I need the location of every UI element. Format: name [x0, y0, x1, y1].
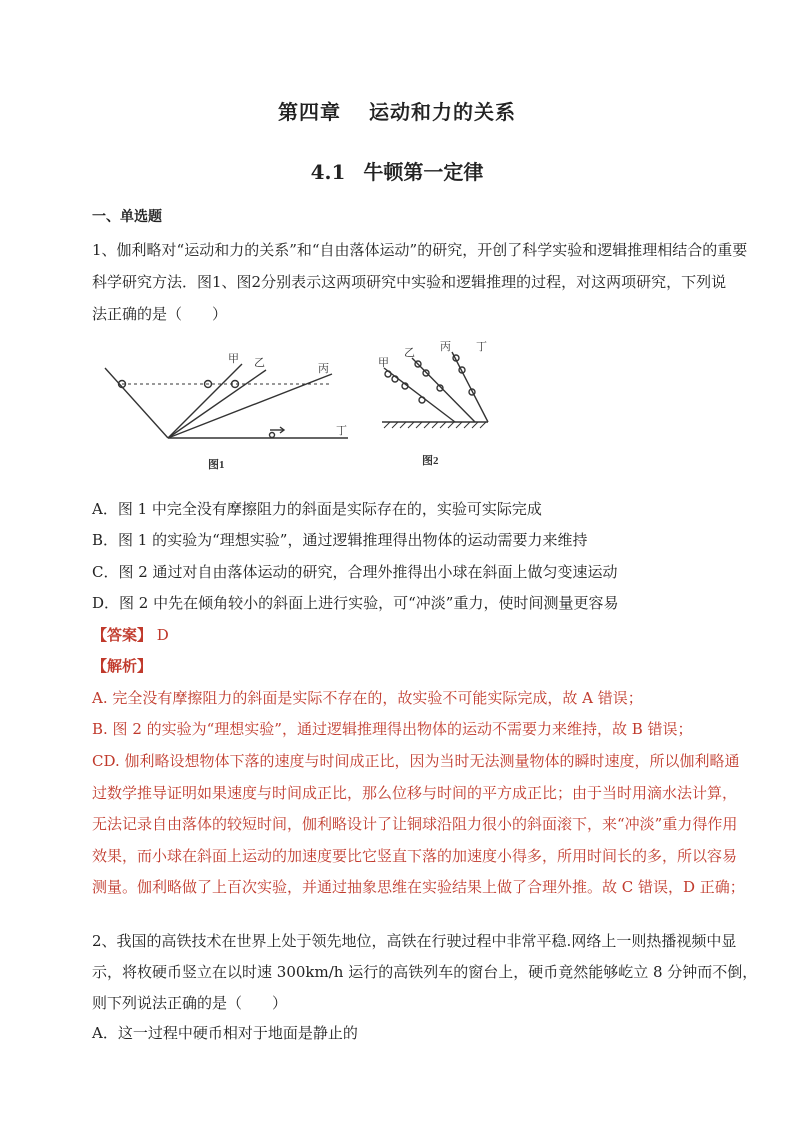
galileo-experiment-figure: [100, 340, 490, 480]
q1-analysis-label: [92, 656, 152, 676]
figure-2: [382, 352, 488, 428]
q1-stem-line: 1、伽利略对“运动和力的关系”和“自由落体运动”的研究，开创了科学实验和逻辑推理相结合的重要: [92, 241, 748, 259]
fig1-left-incline: [105, 368, 168, 438]
fig2-ground-hatch: [384, 422, 486, 428]
q1-stem-line: 法正确的是（ ）: [92, 305, 228, 323]
q1-analysis-line: 效果，而小球在斜面上运动的加速度要比它竖直下落的加速度小得多，所用时间长的多，所以容易: [92, 847, 738, 865]
q1-analysis-line: B. 图 2 的实验为“理想实验”，通过逻辑推理得出物体的运动不需要力来维持，故 B 错误；: [92, 720, 693, 738]
fig2-caption: 图2: [422, 455, 439, 467]
q1-option-d: D．图 2 中先在倾角较小的斜面上进行实验，可“冲淡”重力，使时间测量更容易: [92, 594, 619, 612]
fig2-label-jia: 甲: [378, 357, 389, 369]
section-name: 牛顿第一定律: [363, 160, 484, 184]
fig2-label-yi: 乙: [404, 347, 415, 359]
analysis-label: 【解析】: [92, 657, 153, 675]
q1-stem-line: 科学研究方法．图1、图2分别表示这两项研究中实验和逻辑推理的过程，对这两项研究，下列说: [92, 273, 727, 291]
fig2-label-bing: 丙: [440, 341, 451, 353]
chapter-name: 运动和力的关系: [369, 100, 516, 124]
q1-analysis-line: 无法记录自由落体的较短时间，伽利略设计了让铜球沿阻力很小的斜面滚下，来“冲淡”重力得作用: [92, 815, 738, 833]
answer-value: D: [156, 626, 169, 644]
q2-stem-line: 则下列说法正确的是（ ）: [92, 994, 288, 1012]
fig1-incline-jia: [168, 364, 242, 438]
q2-option-a: A．这一过程中硬币相对于地面是静止的: [92, 1024, 358, 1042]
q1-answer: [92, 625, 169, 645]
chapter-title: [0, 96, 794, 125]
section-title: [0, 156, 794, 185]
q1-analysis-line: A. 完全没有摩擦阻力的斜面是实际不存在的，故实验不可能实际完成，故 A 错误；: [92, 689, 643, 707]
fig2-labels: [378, 340, 487, 467]
fig1-label-bing: 丙: [318, 363, 329, 375]
q2-stem-line: 2、我国的高铁技术在世界上处于领先地位，高铁在行驶过程中非常平稳.网络上一则热播视频中显: [92, 932, 737, 950]
fig1-ball: [270, 433, 275, 438]
fig1-label-jia: 甲: [228, 353, 239, 365]
q1-analysis-line: CD. 伽利略设想物体下落的速度与时间成正比，因为当时无法测量物体的瞬时速度，所以伽利略通: [92, 752, 740, 770]
answer-label: 【答案】: [92, 626, 153, 644]
q2-stem-line: 示，将枚硬币竖立在以时速 300km/h 运行的高铁列车的窗台上，硬币竟然能够屹立 8 分钟而不倒，: [92, 963, 758, 981]
fig1-label-ding: 丁: [336, 425, 347, 437]
fig2-label-ding: 丁: [476, 341, 487, 353]
fig1-incline-yi: [168, 370, 266, 438]
fig2-incline-bing: [452, 352, 488, 422]
fig2-ball: [419, 397, 425, 403]
q1-analysis-line: 过数学推导证明如果速度与时间成正比，那么位移与时间的平方成正比；由于当时用滴水法计算，: [92, 784, 738, 802]
q1-option-c: C．图 2 通过对自由落体运动的研究，合理外推得出小球在斜面上做匀变速运动: [92, 563, 618, 581]
fig1-caption: 图1: [208, 459, 225, 471]
chapter-number: 第四章: [278, 100, 341, 124]
q1-option-a: A．图 1 中完全没有摩擦阻力的斜面是实际存在的，实验可实际完成: [92, 500, 542, 518]
q1-option-b: B．图 1 的实验为“理想实验”，通过逻辑推理得出物体的运动需要力来维持: [92, 531, 588, 549]
fig1-label-yi: 乙: [254, 357, 265, 369]
section-number: 4.1: [310, 160, 346, 184]
figure-1: [105, 364, 348, 438]
part-heading: 一、单选题: [92, 209, 162, 225]
q1-analysis-line: 测量。伽利略做了上百次实验，并通过抽象思维在实验结果上做了合理外推。故 C 错误，D 正确；: [92, 878, 745, 896]
fig1-labels: [208, 352, 347, 471]
